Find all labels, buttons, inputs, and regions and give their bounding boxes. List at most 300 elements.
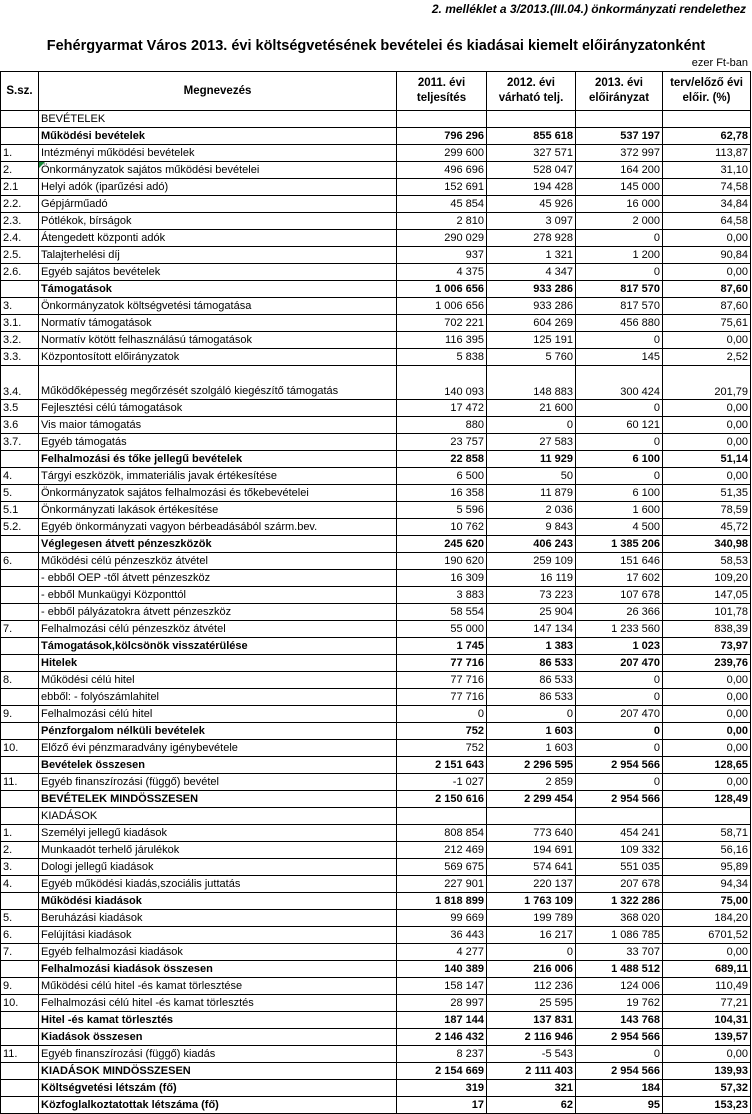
cell-2012: 773 640 xyxy=(487,825,576,842)
table-row xyxy=(1,417,751,434)
cell-ssz: 3.3. xyxy=(1,349,39,366)
cell-2013: 0 xyxy=(576,672,663,689)
table-row xyxy=(1,536,751,553)
cell-2013: 0 xyxy=(576,332,663,349)
cell-2013: 124 006 xyxy=(576,978,663,995)
cell-2013: 1 086 785 xyxy=(576,927,663,944)
cell-2013: 26 366 xyxy=(576,604,663,621)
table-row xyxy=(1,264,751,281)
table-row xyxy=(1,196,751,213)
cell-2011: 187 144 xyxy=(397,1012,487,1029)
cell-pct: 0,00 xyxy=(663,230,751,247)
cell-2012: 2 859 xyxy=(487,774,576,791)
cell-2012: 16 217 xyxy=(487,927,576,944)
document-title: Fehérgyarmat Város 2013. évi költségvetésének bevételei és kiadásai kiemelt előirányzatonként xyxy=(46,38,706,54)
cell-2012: 259 109 xyxy=(487,553,576,570)
cell-2012: 2 111 403 xyxy=(487,1063,576,1080)
cell-ssz: 2. xyxy=(1,842,39,859)
cell-2011: 2 150 616 xyxy=(397,791,487,808)
cell-2013: 143 768 xyxy=(576,1012,663,1029)
table-row xyxy=(1,230,751,247)
cell-2013: 551 035 xyxy=(576,859,663,876)
cell-pct: 0,00 xyxy=(663,1046,751,1063)
cell-2011: 5 838 xyxy=(397,349,487,366)
table-row xyxy=(1,451,751,468)
cell-2013: 33 707 xyxy=(576,944,663,961)
table-row xyxy=(1,145,751,162)
cell-2012: 1 603 xyxy=(487,723,576,740)
cell-2012: 2 116 946 xyxy=(487,1029,576,1046)
cell-ssz xyxy=(1,281,39,298)
cell-pct: 0,00 xyxy=(663,400,751,417)
cell-ssz: 2.4. xyxy=(1,230,39,247)
cell-2013: 60 121 xyxy=(576,417,663,434)
cell-2011: 319 xyxy=(397,1080,487,1097)
table-row xyxy=(1,179,751,196)
cell-pct: 201,79 xyxy=(663,366,751,400)
cell-2011: 190 620 xyxy=(397,553,487,570)
cell-2011: 158 147 xyxy=(397,978,487,995)
cell-2013: 164 200 xyxy=(576,162,663,179)
cell-2012: 25 904 xyxy=(487,604,576,621)
cell-2011: 140 389 xyxy=(397,961,487,978)
cell-2012: 11 879 xyxy=(487,485,576,502)
cell-2011: 45 854 xyxy=(397,196,487,213)
cell-name: Gépjárműadó xyxy=(39,196,397,213)
cell-pct: 0,00 xyxy=(663,944,751,961)
cell-ssz xyxy=(1,1063,39,1080)
table-row xyxy=(1,434,751,451)
cell-pct: 56,16 xyxy=(663,842,751,859)
table-row xyxy=(1,1029,751,1046)
cell-2013: 207 470 xyxy=(576,655,663,672)
cell-2011: 227 901 xyxy=(397,876,487,893)
cell-ssz: 2.6. xyxy=(1,264,39,281)
cell-name: Önkormányzati lakások értékesítése xyxy=(39,502,397,519)
cell-2012: 3 097 xyxy=(487,213,576,230)
table-row xyxy=(1,774,751,791)
table-row xyxy=(1,1097,751,1114)
cell-2011: -1 027 xyxy=(397,774,487,791)
cell-pct: 0,00 xyxy=(663,417,751,434)
cell-2013: 454 241 xyxy=(576,825,663,842)
table-row xyxy=(1,1063,751,1080)
cell-2012: 220 137 xyxy=(487,876,576,893)
cell-ssz xyxy=(1,961,39,978)
table-row xyxy=(1,349,751,366)
cell-name: Központosított előirányzatok xyxy=(39,349,397,366)
cell-ssz: 10. xyxy=(1,995,39,1012)
cell-pct: 113,87 xyxy=(663,145,751,162)
cell-name: KIADÁSOK MINDÖSSZESEN xyxy=(39,1063,397,1080)
cell-2011: 290 029 xyxy=(397,230,487,247)
cell-ssz xyxy=(1,451,39,468)
table-row xyxy=(1,978,751,995)
cell-2012: 528 047 xyxy=(487,162,576,179)
cell-ssz: 3.1. xyxy=(1,315,39,332)
cell-name: Talajterhelési díj xyxy=(39,247,397,264)
cell-2013 xyxy=(576,111,663,128)
cell-name: Működési célú hitel -és kamat törlesztése xyxy=(39,978,397,995)
cell-2012: 216 006 xyxy=(487,961,576,978)
cell-2011: 1 818 899 xyxy=(397,893,487,910)
cell-ssz xyxy=(1,893,39,910)
cell-2012: 62 xyxy=(487,1097,576,1114)
cell-ssz: 6. xyxy=(1,927,39,944)
cell-2012: 137 831 xyxy=(487,1012,576,1029)
cell-ssz: 3.7. xyxy=(1,434,39,451)
cell-name: Támogatások,kölcsönök visszatérülése xyxy=(39,638,397,655)
table-row xyxy=(1,485,751,502)
cell-ssz: 1. xyxy=(1,825,39,842)
cell-ssz xyxy=(1,128,39,145)
table-row xyxy=(1,808,751,825)
cell-2013: 0 xyxy=(576,689,663,706)
cell-2011: 36 443 xyxy=(397,927,487,944)
cell-name: Felhalmozási célú hitel xyxy=(39,706,397,723)
cell-2012: 194 428 xyxy=(487,179,576,196)
cell-2012: 0 xyxy=(487,706,576,723)
cell-2013: 16 000 xyxy=(576,196,663,213)
cell-pct: 95,89 xyxy=(663,859,751,876)
cell-2012: 855 618 xyxy=(487,128,576,145)
cell-name: Normatív támogatások xyxy=(39,315,397,332)
cell-2011: 299 600 xyxy=(397,145,487,162)
cell-name: Önkormányzatok sajátos felhalmozási és tőkebevételei xyxy=(39,485,397,502)
cell-ssz xyxy=(1,536,39,553)
cell-pct: 74,58 xyxy=(663,179,751,196)
cell-2011: 77 716 xyxy=(397,689,487,706)
cell-ssz xyxy=(1,587,39,604)
cell-2013: 95 xyxy=(576,1097,663,1114)
cell-2011: 4 277 xyxy=(397,944,487,961)
cell-2013: 1 385 206 xyxy=(576,536,663,553)
cell-name: Vis maior támogatás xyxy=(39,417,397,434)
cell-pct: 139,57 xyxy=(663,1029,751,1046)
cell-pct xyxy=(663,111,751,128)
cell-ssz: 10. xyxy=(1,740,39,757)
table-row xyxy=(1,604,751,621)
table-row xyxy=(1,400,751,417)
budget-table xyxy=(0,71,751,1114)
cell-2011: 116 395 xyxy=(397,332,487,349)
table-header-row xyxy=(1,72,751,111)
cell-2012: 604 269 xyxy=(487,315,576,332)
cell-2011: 28 997 xyxy=(397,995,487,1012)
cell-2012: 73 223 xyxy=(487,587,576,604)
cell-ssz: 3.2. xyxy=(1,332,39,349)
cell-2012: 0 xyxy=(487,417,576,434)
cell-2011: 808 854 xyxy=(397,825,487,842)
table-row xyxy=(1,910,751,927)
cell-2012: 278 928 xyxy=(487,230,576,247)
cell-pct: 110,49 xyxy=(663,978,751,995)
cell-2013: 2 954 566 xyxy=(576,1063,663,1080)
cell-pct: 34,84 xyxy=(663,196,751,213)
cell-name: - ebből pályázatokra átvett pénzeszköz xyxy=(39,604,397,621)
cell-ssz xyxy=(1,655,39,672)
cell-2011: 937 xyxy=(397,247,487,264)
cell-name: Pénzforgalom nélküli bevételek xyxy=(39,723,397,740)
cell-2013: 817 570 xyxy=(576,298,663,315)
table-row xyxy=(1,111,751,128)
cell-ssz xyxy=(1,1097,39,1114)
cell-name: Működési bevételek xyxy=(39,128,397,145)
cell-2011: 10 762 xyxy=(397,519,487,536)
cell-2011: 2 151 643 xyxy=(397,757,487,774)
cell-2012: 86 533 xyxy=(487,689,576,706)
cell-pct: 58,53 xyxy=(663,553,751,570)
table-row xyxy=(1,655,751,672)
cell-ssz: 6. xyxy=(1,553,39,570)
cell-2011: 880 xyxy=(397,417,487,434)
cell-name: Felhalmozási célú pénzeszköz átvétel xyxy=(39,621,397,638)
table-row xyxy=(1,315,751,332)
table-row xyxy=(1,1046,751,1063)
cell-pct: 77,21 xyxy=(663,995,751,1012)
col-header-2013: 2013. évi előirányzat xyxy=(576,72,663,111)
cell-pct: 139,93 xyxy=(663,1063,751,1080)
cell-2011: 77 716 xyxy=(397,655,487,672)
cell-2011: 1 745 xyxy=(397,638,487,655)
cell-name: Támogatások xyxy=(39,281,397,298)
cell-ssz xyxy=(1,723,39,740)
col-header-ssz: S.sz. xyxy=(1,72,39,111)
cell-pct: 0,00 xyxy=(663,740,751,757)
cell-name: Személyi jellegű kiadások xyxy=(39,825,397,842)
cell-2013: 17 602 xyxy=(576,570,663,587)
table-row xyxy=(1,298,751,315)
cell-2013 xyxy=(576,808,663,825)
cell-2012: 25 595 xyxy=(487,995,576,1012)
cell-name: - ebből OEP -től átvett pénzeszköz xyxy=(39,570,397,587)
cell-pct: 184,20 xyxy=(663,910,751,927)
cell-2011: 152 691 xyxy=(397,179,487,196)
cell-ssz xyxy=(1,570,39,587)
table-row xyxy=(1,638,751,655)
cell-name: Közfoglalkoztatottak létszáma (fő) xyxy=(39,1097,397,1114)
cell-ssz: 11. xyxy=(1,774,39,791)
cell-2011: 1 006 656 xyxy=(397,281,487,298)
cell-name: BEVÉTELEK xyxy=(39,111,397,128)
cell-2013: 207 678 xyxy=(576,876,663,893)
cell-name: Felhalmozási és tőke jellegű bevételek xyxy=(39,451,397,468)
table-row xyxy=(1,791,751,808)
cell-pct: 2,52 xyxy=(663,349,751,366)
cell-2011: 17 xyxy=(397,1097,487,1114)
cell-2013: 0 xyxy=(576,1046,663,1063)
cell-2012: 4 347 xyxy=(487,264,576,281)
cell-pct: 153,23 xyxy=(663,1097,751,1114)
cell-name: Egyéb finanszírozási (függő) kiadás xyxy=(39,1046,397,1063)
cell-pct: 75,61 xyxy=(663,315,751,332)
cell-pct: 340,98 xyxy=(663,536,751,553)
cell-ssz: 3.4. xyxy=(1,366,39,400)
cell-ssz: 9. xyxy=(1,978,39,995)
cell-2013: 817 570 xyxy=(576,281,663,298)
cell-pct xyxy=(663,808,751,825)
cell-2013: 2 954 566 xyxy=(576,1029,663,1046)
cell-name: Működési kiadások xyxy=(39,893,397,910)
cell-pct: 64,58 xyxy=(663,213,751,230)
cell-2013: 1 488 512 xyxy=(576,961,663,978)
cell-pct: 104,31 xyxy=(663,1012,751,1029)
cell-ssz: 9. xyxy=(1,706,39,723)
cell-2011: 8 237 xyxy=(397,1046,487,1063)
cell-ssz xyxy=(1,757,39,774)
cell-name: Felhalmozási kiadások összesen xyxy=(39,961,397,978)
cell-2012: 574 641 xyxy=(487,859,576,876)
cell-name: ebből: - folyószámlahitel xyxy=(39,689,397,706)
cell-ssz xyxy=(1,689,39,706)
cell-2013: 368 020 xyxy=(576,910,663,927)
cell-2011: 3 883 xyxy=(397,587,487,604)
cell-ssz: 2.1 xyxy=(1,179,39,196)
cell-2012: 0 xyxy=(487,944,576,961)
cell-pct: 0,00 xyxy=(663,468,751,485)
table-row xyxy=(1,570,751,587)
cell-2011: 77 716 xyxy=(397,672,487,689)
cell-2011: 22 858 xyxy=(397,451,487,468)
table-row xyxy=(1,961,751,978)
table-row xyxy=(1,689,751,706)
cell-2013: 184 xyxy=(576,1080,663,1097)
cell-name: Önkormányzatok költségvetési támogatása xyxy=(39,298,397,315)
cell-ssz: 7. xyxy=(1,621,39,638)
cell-pct: 87,60 xyxy=(663,298,751,315)
cell-pct: 62,78 xyxy=(663,128,751,145)
cell-ssz: 2.2. xyxy=(1,196,39,213)
cell-ssz: 2.5. xyxy=(1,247,39,264)
cell-2012: 45 926 xyxy=(487,196,576,213)
cell-2011: 796 296 xyxy=(397,128,487,145)
table-row xyxy=(1,859,751,876)
cell-2012: 50 xyxy=(487,468,576,485)
cell-2013: 207 470 xyxy=(576,706,663,723)
cell-ssz: 11. xyxy=(1,1046,39,1063)
cell-2012: 321 xyxy=(487,1080,576,1097)
cell-2011: 1 006 656 xyxy=(397,298,487,315)
cell-2012: 406 243 xyxy=(487,536,576,553)
annex-reference: 2. melléklet a 3/2013.(III.04.) önkormányzati rendelethez xyxy=(431,2,746,16)
cell-ssz: 7. xyxy=(1,944,39,961)
cell-ssz: 3.6 xyxy=(1,417,39,434)
cell-2013: 1 023 xyxy=(576,638,663,655)
cell-pct: 101,78 xyxy=(663,604,751,621)
cell-2013: 1 322 286 xyxy=(576,893,663,910)
cell-pct: 57,32 xyxy=(663,1080,751,1097)
cell-2011: 2 154 669 xyxy=(397,1063,487,1080)
cell-pct: 147,05 xyxy=(663,587,751,604)
cell-pct: 78,59 xyxy=(663,502,751,519)
cell-name: Önkormányzatok sajátos működési bevételei xyxy=(39,162,397,179)
cell-ssz: 4. xyxy=(1,876,39,893)
cell-2013: 1 200 xyxy=(576,247,663,264)
cell-name: Egyéb önkormányzati vagyon bérbeadásából szárm.bev. xyxy=(39,519,397,536)
cell-2011: 55 000 xyxy=(397,621,487,638)
cell-2013: 6 100 xyxy=(576,485,663,502)
cell-name: Működési célú hitel xyxy=(39,672,397,689)
cell-2013: 0 xyxy=(576,230,663,247)
table-row xyxy=(1,519,751,536)
table-row xyxy=(1,740,751,757)
cell-pct: 90,84 xyxy=(663,247,751,264)
cell-pct: 31,10 xyxy=(663,162,751,179)
cell-2011: 2 810 xyxy=(397,213,487,230)
cell-2012: 2 036 xyxy=(487,502,576,519)
table-row xyxy=(1,213,751,230)
cell-2013: 0 xyxy=(576,740,663,757)
cell-ssz: 2.3. xyxy=(1,213,39,230)
cell-2011: 496 696 xyxy=(397,162,487,179)
cell-2012: 933 286 xyxy=(487,298,576,315)
cell-2011: 752 xyxy=(397,723,487,740)
cell-2013: 372 997 xyxy=(576,145,663,162)
cell-2013: 2 954 566 xyxy=(576,757,663,774)
cell-2012: 21 600 xyxy=(487,400,576,417)
table-row xyxy=(1,944,751,961)
cell-2013: 537 197 xyxy=(576,128,663,145)
cell-pct: 239,76 xyxy=(663,655,751,672)
col-header-name: Megnevezés xyxy=(39,72,397,111)
cell-pct: 0,00 xyxy=(663,706,751,723)
cell-name: Működőképesség megőrzését szolgáló kiegészítő támogatás xyxy=(39,366,397,400)
cell-2012: 27 583 xyxy=(487,434,576,451)
table-row xyxy=(1,757,751,774)
cell-name: Tárgyi eszközök, immateriális javak értékesítése xyxy=(39,468,397,485)
cell-2012: 112 236 xyxy=(487,978,576,995)
table-row xyxy=(1,927,751,944)
cell-ssz: 3. xyxy=(1,298,39,315)
cell-2012: 1 383 xyxy=(487,638,576,655)
table-row xyxy=(1,553,751,570)
cell-2011 xyxy=(397,808,487,825)
unit-label: ezer Ft-ban xyxy=(691,57,748,69)
cell-2012 xyxy=(487,808,576,825)
cell-name: Működési célú pénzeszköz átvétel xyxy=(39,553,397,570)
cell-2012: 11 929 xyxy=(487,451,576,468)
cell-pct: 45,72 xyxy=(663,519,751,536)
cell-2013: 4 500 xyxy=(576,519,663,536)
cell-2011: 4 375 xyxy=(397,264,487,281)
table-row xyxy=(1,842,751,859)
cell-name: Beruházási kiadások xyxy=(39,910,397,927)
table-row xyxy=(1,502,751,519)
cell-name: - ebből Munkaügyi Központtól xyxy=(39,587,397,604)
cell-2012: 86 533 xyxy=(487,655,576,672)
table-row xyxy=(1,893,751,910)
cell-pct: 128,49 xyxy=(663,791,751,808)
cell-2011: 752 xyxy=(397,740,487,757)
cell-2013: 0 xyxy=(576,434,663,451)
cell-2011: 99 669 xyxy=(397,910,487,927)
cell-name: Hitelek xyxy=(39,655,397,672)
cell-name: Egyéb finanszírozási (függő) bevétel xyxy=(39,774,397,791)
cell-2013: 300 424 xyxy=(576,366,663,400)
cell-2011 xyxy=(397,111,487,128)
cell-ssz xyxy=(1,808,39,825)
cell-pct: 51,14 xyxy=(663,451,751,468)
col-header-2011: 2011. évi teljesítés xyxy=(397,72,487,111)
cell-name: Dologi jellegű kiadások xyxy=(39,859,397,876)
cell-2013: 151 646 xyxy=(576,553,663,570)
cell-pct: 0,00 xyxy=(663,332,751,349)
cell-pct: 58,71 xyxy=(663,825,751,842)
table-row xyxy=(1,995,751,1012)
cell-pct: 0,00 xyxy=(663,689,751,706)
table-row xyxy=(1,825,751,842)
cell-2011: 212 469 xyxy=(397,842,487,859)
